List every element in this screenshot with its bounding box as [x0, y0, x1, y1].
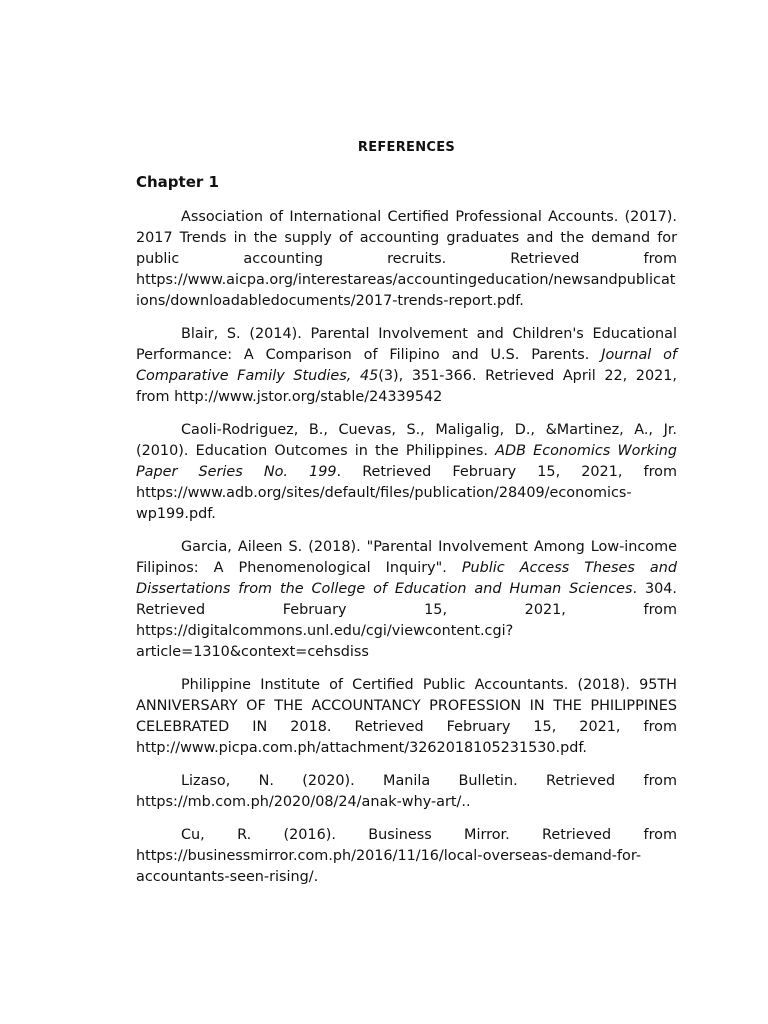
reference-italic-title: Journal of Comparative Family Studies, 45	[136, 347, 678, 384]
reference-entry-aicpa: Association of International Certified Professional Accounts. (2017). 2017 Trends in the supply of accounting graduates and the demand for public accounting recruits. Retrieved from https://www.aicpa.org/interestareas/accountingeducation/newsandpublications/downloadabledocuments/2017-trends-report.pdf.	[136, 209, 677, 309]
reference-entry-cu: Cu, R. (2016). Business Mirror. Retrieved from https://businessmirror.com.ph/2016/11/16/local-overseas-demand-for-accountants-seen-rising/.	[136, 827, 677, 885]
reference-italic-title: Public Access Theses and Dissertations from the College of Education and Human Sciences	[136, 560, 677, 597]
reference-entry-blair: Blair, S. (2014). Parental Involvement and Children's Educational Performance: A Comparison of Filipino and U.S. Parents. Journal of Comparative Family Studies, 45(3), 351-366. Retrieved April 22, 2021, from http://www.jstor.org/stable/24339542	[136, 326, 678, 405]
chapter-heading: Chapter 1	[136, 173, 219, 191]
references-page	[136, 140, 677, 900]
reference-entry-caoli-rodriguez: Caoli-Rodriguez, B., Cuevas, S., Maligalig, D., &Martinez, A., Jr. (2010). Education Outcomes in the Philippines. ADB Economics Working Paper Series No. 199. Retrieved February 15, 2021, from https://www.adb.org/sites/default/files/publication/28409/economics-wp199.pdf.	[136, 422, 677, 522]
reference-entry-picpa: Philippine Institute of Certified Public Accountants. (2018). 95TH ANNIVERSARY OF THE ACCOUNTANCY PROFESSION IN THE PHILIPPINES CELEBRATED IN 2018. Retrieved February 15, 2021, from http://www.picpa.com.ph/attachment/3262018105231530.pdf.	[136, 677, 677, 756]
page-title: REFERENCES	[357, 140, 456, 155]
reference-entry-garcia: Garcia, Aileen S. (2018). "Parental Involvement Among Low-income Filipinos: A Phenomenological Inquiry". Public Access Theses and Dissertations from the College of Education and Human Sciences. 304. Retrieved February 15, 2021, from https://digitalcommons.unl.edu/cgi/viewcontent.cgi?article=1310&context=cehsdiss	[136, 539, 677, 660]
reference-italic-title: ADB Economics Working Paper Series No. 199	[136, 443, 677, 480]
reference-entry-lizaso: Lizaso, N. (2020). Manila Bulletin. Retrieved from https://mb.com.ph/2020/08/24/anak-why-art/..	[136, 773, 677, 810]
